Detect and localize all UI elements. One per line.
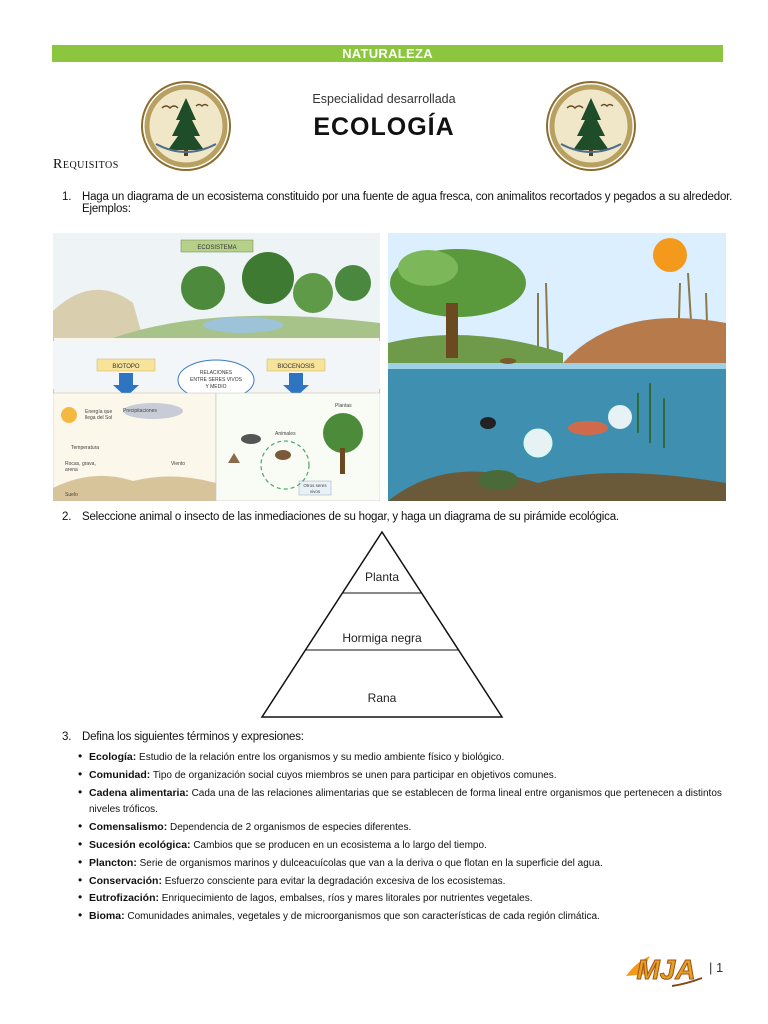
definition-term: Plancton: [89,856,137,869]
pond-ecosystem-image [388,233,726,501]
temperature-label: Temperatura [71,445,100,451]
definition-term: Eutrofización: [89,892,159,905]
definition-text: Comunidades animales, vegetales y de microorganismos que son características de cada región climática. [127,911,600,923]
requirement-number: 3. [62,731,72,743]
diagram-right-label: BIOCENOSIS [277,364,315,370]
pyramid-level-2: Hormiga negra [342,631,422,645]
definition-term: Ecología: [89,751,137,763]
requirement-1 [62,191,732,215]
definition-item [78,837,738,855]
definition-term: Cadena alimentaria: [89,786,189,799]
page-subtitle: Especialidad desarrollada [312,92,456,106]
requirement-text: Haga un diagrama de un ecosistema constituido por una fuente de agua fresca, con animalitos recortados y pegados a su alrededor. [82,191,733,203]
definition-text: Serie de organismos marinos y dulceacuícolas que van a la deriva o que flotan en la superficie del agua. [139,857,603,869]
definition-text: Esfuerzo consciente para evitar la degradación excesiva de los ecosistemas. [164,875,506,887]
diagram-left-label: BIOTOPO [112,364,140,370]
definition-item [78,873,738,891]
definition-text: Cada una de las relaciones alimentarias que se establecen de forma lineal entre organismos que pertenecen a distintos niveles tróficos. [89,787,722,816]
definition-item [78,767,738,785]
animals-label: Animales [275,431,296,437]
plants-label: Plantas [335,403,352,409]
energy-label-2: llega del Sol [85,415,113,421]
precipitation-label: Precipitaciones [123,408,157,414]
definitions-list [78,749,738,926]
page-number: | 1 [709,960,724,975]
definition-item [78,749,738,767]
definition-item [78,890,738,908]
definition-item [78,855,738,873]
definition-item [78,819,738,837]
definition-item [78,908,738,926]
diagram-center-label-2: ENTRE SERES VIVOS [190,377,242,383]
section-heading: Requisitos [53,157,119,172]
definition-term: Comensalismo: [89,821,168,834]
requirement-text: Defina los siguientes términos y expresiones: [82,731,304,743]
requirement-text: Seleccione animal o insecto de las inmediaciones de su hogar, y haga un diagrama de su pirámide ecológica. [82,511,619,523]
diagram-top-label: ECOSISTEMA [197,245,237,251]
ecosystem-diagram-image [53,233,380,501]
requirement-2 [62,511,619,523]
definition-term: Conservación: [89,874,162,887]
definition-text: Tipo de organización social cuyos miembros se unen para participar en objetivos comunes. [152,769,557,781]
requirement-subtext: Ejemplos: [82,203,131,215]
pyramid-level-3: Rana [367,691,397,705]
diagram-center-label-1: RELACIONES [199,370,233,376]
rocks-label-2: arena [65,467,78,473]
mja-logo [622,946,708,990]
others-label-2: vivos [309,489,321,494]
diagram-center-label-3: Y MEDIO [205,384,227,390]
section-banner: NATURALEZA [52,45,723,62]
definition-text: Estudio de la relación entre los organismos y su medio ambiente físico y biológico. [139,752,505,763]
mja-logo-text: MJA [636,954,696,985]
requirement-number: 2. [62,511,72,523]
energy-label-1: Energía que [85,409,113,415]
definition-term: Bioma: [89,910,125,923]
definition-text: Enriquecimiento de lagos, embalses, ríos y mares litorales por nutrientes vegetales. [161,893,533,905]
soil-label: Suelo [65,492,78,498]
requirement-number: 1. [62,191,72,203]
definition-term: Sucesión ecológica: [89,838,191,851]
definition-text: Cambios que se producen en un ecosistema a lo largo del tiempo. [193,839,487,851]
rocks-label-1: Rocas, grava, [65,461,96,467]
page-title: ECOLOGÍA [313,113,455,141]
pyramid-level-1: Planta [364,570,400,584]
wind-label: Viento [171,461,186,467]
definition-text: Dependencia de 2 organismos de especies diferentes. [169,822,412,834]
ecological-pyramid [260,530,505,720]
others-label-1: Otros seres [303,483,327,488]
definition-item [78,785,738,820]
requirement-3 [62,731,304,743]
definition-term: Comunidad: [89,768,151,781]
